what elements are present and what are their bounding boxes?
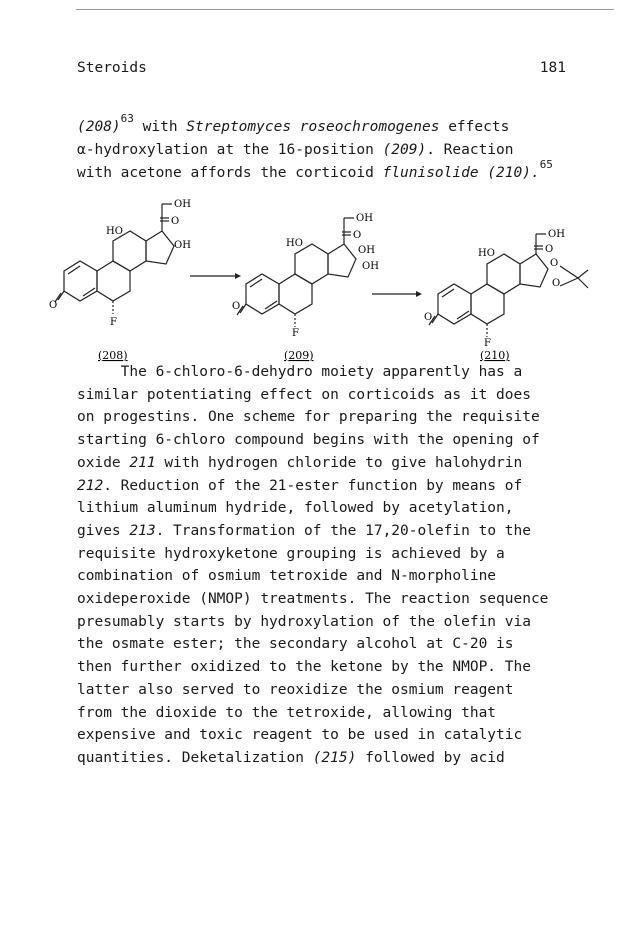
group-label: F bbox=[292, 328, 299, 339]
compound-ref: (208) bbox=[77, 119, 121, 135]
text-run: . Transformation of the 17,20-olefin to the bbox=[155, 522, 531, 539]
body-line: the osmate ester; the secondary alcohol at C-20 is bbox=[77, 636, 514, 653]
group-label: OH bbox=[548, 229, 565, 240]
group-label: O bbox=[171, 216, 180, 227]
body-line: presumably starts by hydroxylation of the olefin via bbox=[77, 613, 531, 630]
group-label: OH bbox=[358, 245, 375, 256]
group-label: HO bbox=[478, 248, 495, 259]
body-line bbox=[77, 475, 597, 498]
organism-name: Streptomyces roseochromogenes bbox=[186, 119, 440, 135]
text-run: followed by acid bbox=[356, 749, 505, 766]
compound-label: (209) bbox=[284, 349, 314, 362]
structure-208 bbox=[55, 204, 174, 314]
text-run: . Reaction bbox=[426, 142, 514, 158]
text-run: gives bbox=[77, 522, 130, 539]
body-line: lithium aluminum hydride, followed by acetylation, bbox=[77, 500, 514, 517]
group-label: OH bbox=[174, 199, 191, 210]
body-line: then further oxidized to the ketone by the NMOP. The bbox=[77, 659, 531, 676]
compound-ref: (209) bbox=[382, 142, 427, 158]
group-label: OH bbox=[356, 213, 373, 224]
group-label: OH bbox=[362, 261, 379, 272]
intro-line bbox=[77, 112, 617, 139]
body-line: oxideperoxide (NMOP) treatments. The reaction sequence bbox=[77, 591, 549, 608]
text-run: α-hydroxylation at the 16-position bbox=[77, 142, 383, 158]
group-label: HO bbox=[106, 226, 123, 237]
body-line bbox=[77, 452, 597, 475]
intro-line bbox=[77, 158, 617, 185]
body-line: similar potentiating effect on corticoids as it does bbox=[77, 386, 531, 403]
compound-label: (208) bbox=[98, 349, 128, 362]
intro-paragraph bbox=[77, 112, 617, 185]
body-line: latter also served to reoxidize the osmium reagent bbox=[77, 681, 514, 698]
group-label: O bbox=[550, 258, 559, 269]
group-label: F bbox=[110, 317, 117, 328]
group-label: HO bbox=[286, 238, 303, 249]
body-paragraph bbox=[77, 361, 597, 770]
structure-210 bbox=[429, 234, 588, 337]
compound-ref: 211 bbox=[129, 454, 156, 471]
compound-label: (210) bbox=[480, 349, 510, 362]
reaction-scheme bbox=[40, 196, 600, 376]
group-label: O bbox=[545, 244, 554, 255]
compound-ref: 212 bbox=[77, 477, 104, 494]
text-run: effects bbox=[439, 119, 510, 135]
body-line bbox=[77, 747, 597, 770]
group-label: OH bbox=[174, 240, 191, 251]
body-line: on progestins. One scheme for preparing the requisite bbox=[77, 409, 540, 426]
body-line: The 6-chloro-6-dehydro moiety apparently has a bbox=[77, 364, 523, 380]
body-line: from the dioxide to the tetroxide, allowing that bbox=[77, 704, 497, 721]
compound-ref: (215) bbox=[312, 749, 357, 766]
structure-209 bbox=[237, 218, 356, 327]
text-run: with bbox=[133, 119, 187, 135]
group-label: O bbox=[353, 230, 362, 241]
running-header: Steroids bbox=[77, 60, 147, 76]
body-line: starting 6-chloro compound begins with the opening of bbox=[77, 432, 540, 449]
group-label: O bbox=[424, 312, 433, 323]
text-run: oxide bbox=[77, 454, 130, 471]
body-line: combination of osmium tetroxide and N-morpholine bbox=[77, 568, 497, 585]
compound-ref: (210). bbox=[478, 165, 540, 181]
arrow-head bbox=[416, 291, 422, 297]
body-line: requisite hydroxyketone grouping is achieved by a bbox=[77, 545, 505, 562]
intro-line bbox=[77, 139, 617, 162]
body-line: expensive and toxic reagent to be used in catalytic bbox=[77, 727, 523, 744]
body-line bbox=[77, 520, 597, 543]
citation-superscript: 65 bbox=[539, 158, 553, 172]
text-run: . Reduction of the 21-ester function by means of bbox=[103, 477, 523, 494]
text-run: with acetone affords the corticoid bbox=[77, 165, 383, 181]
top-rule bbox=[76, 9, 614, 10]
page-number: 181 bbox=[539, 60, 566, 76]
compound-ref: 213 bbox=[129, 522, 156, 539]
group-label: F bbox=[484, 338, 491, 349]
text-run: with hydrogen chloride to give halohydrin bbox=[155, 454, 523, 471]
citation-superscript: 63 bbox=[120, 112, 134, 126]
group-label: O bbox=[232, 301, 241, 312]
arrow-head bbox=[235, 273, 241, 279]
group-label: O bbox=[49, 300, 58, 311]
text-run: quantities. Deketalization bbox=[77, 749, 313, 766]
group-label: O bbox=[552, 278, 561, 289]
drug-name: flunisolide bbox=[382, 165, 479, 181]
